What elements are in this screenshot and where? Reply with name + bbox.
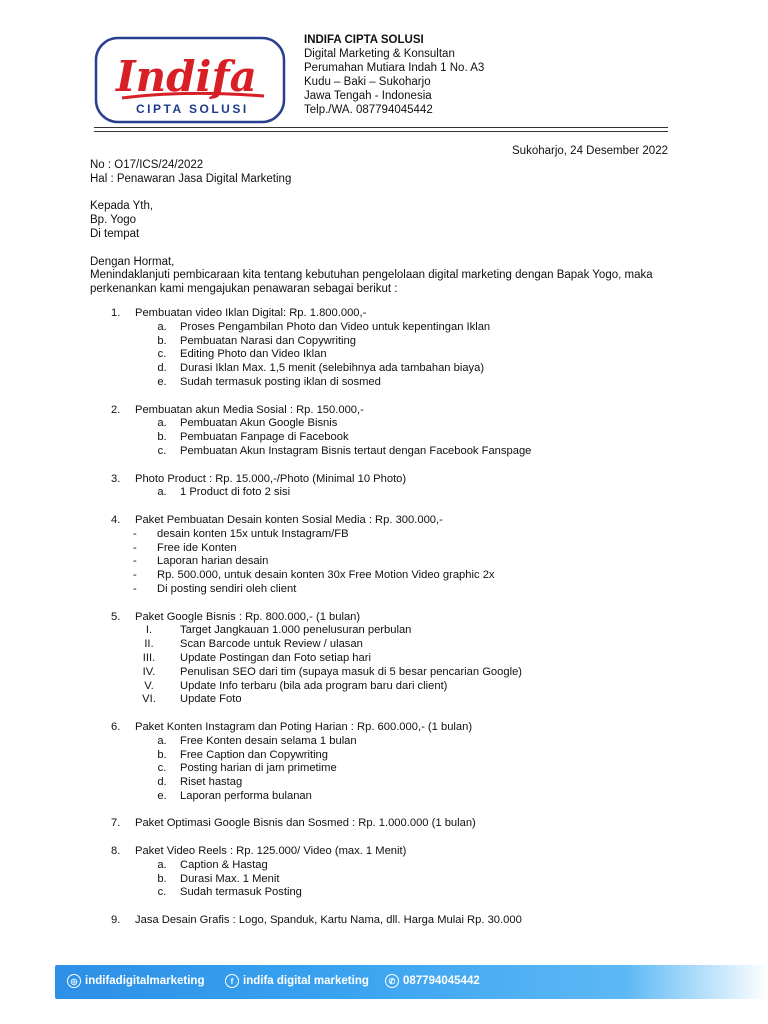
- offer-sub-item: [0, 542, 768, 556]
- offer-item-title-text: Paket Google Bisnis : Rp. 800.000,- (1 bulan): [135, 610, 361, 623]
- offer-sub-item: [0, 680, 768, 694]
- facebook-icon: f: [225, 974, 239, 988]
- offer-item: [0, 473, 768, 501]
- offer-sub-item: [0, 569, 768, 583]
- sub-item-marker: b.: [157, 872, 167, 885]
- sub-item-marker: a.: [157, 417, 167, 430]
- company-info: [304, 33, 484, 117]
- offer-item-title-text: Jasa Desain Grafis : Logo, Spanduk, Kartu Nama, dll. Harga Mulai Rp. 30.000: [135, 914, 522, 927]
- offer-item-title: [0, 514, 768, 528]
- recipient-line: Kepada Yth,: [90, 200, 154, 212]
- company-name: INDIFA CIPTA SOLUSI: [304, 34, 424, 46]
- reference-block: [90, 158, 291, 186]
- offer-sub-item: [0, 666, 768, 680]
- offer-item-title-text: Paket Konten Instagram dan Poting Harian : Rp. 600.000,- (1 bulan): [135, 720, 473, 733]
- footer-whatsapp: [385, 974, 480, 988]
- offer-item-number: 2.: [111, 403, 121, 416]
- offer-sub-item: [0, 762, 768, 776]
- offer-sub-item: [0, 693, 768, 707]
- offer-item-title-text: Pembuatan akun Media Sosial : Rp. 150.000,-: [135, 403, 364, 416]
- offer-sub-item: [0, 624, 768, 638]
- sub-item-text: desain konten 15x untuk Instagram/FB: [157, 527, 349, 540]
- sub-item-text: Scan Barcode untuk Review / ulasan: [180, 638, 363, 651]
- sub-item-text: Pembuatan Akun Google Bisnis: [180, 417, 338, 430]
- sub-item-marker: c.: [157, 348, 167, 361]
- sub-item-text: Free Konten desain selama 1 bulan: [180, 734, 357, 747]
- sub-item-text: Free Caption dan Copywriting: [180, 748, 328, 761]
- sub-item-text: Durasi Iklan Max. 1,5 menit (selebihnya ada tambahan biaya): [180, 362, 485, 375]
- sub-item-marker: IV.: [142, 665, 156, 678]
- offer-item: [0, 404, 768, 459]
- offer-item-title-text: Paket Pembuatan Desain konten Sosial Media : Rp. 300.000,-: [135, 513, 443, 526]
- offer-item-title: [0, 611, 768, 625]
- offer-item-title: [0, 721, 768, 735]
- footer-banner: [55, 965, 768, 999]
- offer-sub-item: [0, 859, 768, 873]
- offer-sub-item: [0, 735, 768, 749]
- offer-item-number: 1.: [111, 307, 121, 319]
- sub-item-marker: e.: [157, 375, 167, 388]
- svg-text:CIPTA SOLUSI: CIPTA SOLUSI: [136, 102, 249, 116]
- ref-subject: Hal : Penawaran Jasa Digital Marketing: [90, 173, 292, 185]
- offer-item-title: [0, 817, 768, 831]
- offer-item-number: 7.: [111, 817, 121, 830]
- instagram-handle: indifadigitalmarketing: [85, 975, 205, 987]
- sub-item-text: Durasi Max. 1 Menit: [180, 872, 280, 885]
- offer-sub-item: [0, 776, 768, 790]
- offer-item: [0, 611, 768, 708]
- sub-item-text: Pembuatan Narasi dan Copywriting: [180, 334, 356, 347]
- sub-item-text: Editing Photo dan Video Iklan: [180, 348, 327, 361]
- sub-item-text: Pembuatan Akun Instagram Bisnis tertaut dengan Facebook Fanspage: [180, 444, 532, 457]
- sub-item-text: Update Info terbaru (bila ada program baru dari client): [180, 679, 448, 692]
- offer-item: [0, 817, 768, 831]
- sub-item-marker: VI.: [142, 693, 156, 706]
- offer-sub-item: [0, 335, 768, 349]
- offer-sub-item: [0, 321, 768, 335]
- sub-item-text: Penulisan SEO dari tim (supaya masuk di 5 besar pencarian Google): [180, 665, 523, 678]
- sub-item-marker: III.: [142, 651, 156, 664]
- offer-item-title: [0, 845, 768, 859]
- sub-item-marker: a.: [157, 734, 167, 747]
- offer-sub-item: [0, 376, 768, 390]
- offer-item: [0, 514, 768, 597]
- offer-sub-item: [0, 486, 768, 500]
- svg-text:Indifa: Indifa: [116, 52, 257, 101]
- sub-item-text: Update Foto: [180, 693, 242, 706]
- ref-number: No : O17/ICS/24/2022: [90, 159, 204, 171]
- offer-sub-item: [0, 790, 768, 804]
- offer-item-title-text: Paket Video Reels : Rp. 125.000/ Video (max. 1 Menit): [135, 845, 407, 858]
- offer-item-title: [0, 914, 768, 928]
- sub-item-text: Proses Pengambilan Photo dan Video untuk kepentingan Iklan: [180, 320, 491, 333]
- offer-item-title-text: Paket Optimasi Google Bisnis dan Sosmed : Rp. 1.000.000 (1 bulan): [135, 817, 476, 830]
- company-line: Digital Marketing & Konsultan: [304, 48, 455, 60]
- sub-item-text: Update Postingan dan Foto setiap hari: [180, 651, 371, 664]
- sub-item-text: 1 Product di foto 2 sisi: [180, 486, 291, 499]
- sub-item-marker: c.: [157, 444, 167, 457]
- sub-item-marker: -: [133, 582, 137, 595]
- offer-item: [0, 307, 768, 390]
- sub-item-marker: I.: [145, 624, 153, 637]
- footer-facebook: [225, 974, 369, 988]
- offer-sub-item: [0, 362, 768, 376]
- offer-sub-item: [0, 749, 768, 763]
- letter-date: Sukoharjo, 24 Desember 2022: [512, 145, 668, 157]
- header-divider-thin: [94, 131, 668, 132]
- offer-item-number: 5.: [111, 610, 121, 623]
- sub-item-text: Posting harian di jam primetime: [180, 762, 337, 775]
- greeting: Dengan Hormat,: [90, 256, 175, 268]
- offer-item: [0, 845, 768, 900]
- whatsapp-icon: ✆: [385, 974, 399, 988]
- company-line: Telp./WA. 087794045442: [304, 104, 433, 116]
- sub-item-marker: b.: [157, 748, 167, 761]
- sub-item-text: Di posting sendiri oleh client: [157, 582, 297, 595]
- offer-item: [0, 914, 768, 928]
- offer-item-number: 4.: [111, 513, 121, 526]
- sub-item-marker: -: [133, 569, 137, 582]
- sub-item-marker: e.: [157, 789, 167, 802]
- offer-sub-item: [0, 417, 768, 431]
- company-logo: [94, 36, 286, 124]
- offer-sub-item: [0, 528, 768, 542]
- offer-item-number: 6.: [111, 720, 121, 733]
- sub-item-marker: b.: [157, 431, 167, 444]
- intro-paragraph: Menindaklanjuti pembicaraan kita tentang kebutuhan pengelolaan digital marketing dengan Bapak Yogo, maka perkenankan kami mengajukan penawaran sebagai berikut :: [90, 269, 653, 295]
- sub-item-marker: d.: [157, 362, 167, 375]
- sub-item-text: Pembuatan Fanpage di Facebook: [180, 431, 349, 444]
- sub-item-text: Target Jangkauan 1.000 penelusuran perbulan: [180, 624, 412, 637]
- footer-instagram: [67, 974, 205, 988]
- offer-list: [0, 307, 768, 942]
- offer-sub-item: [0, 348, 768, 362]
- offer-sub-item: [0, 638, 768, 652]
- header-divider: [94, 127, 668, 128]
- sub-item-text: Caption & Hastag: [180, 858, 268, 871]
- sub-item-text: Laporan harian desain: [157, 555, 269, 568]
- sub-item-marker: c.: [157, 886, 167, 899]
- sub-item-marker: -: [133, 541, 137, 554]
- offer-sub-item: [0, 652, 768, 666]
- instagram-icon: ◎: [67, 974, 81, 988]
- offer-sub-item: [0, 445, 768, 459]
- company-line: Perumahan Mutiara Indah 1 No. A3: [304, 62, 485, 74]
- sub-item-marker: V.: [144, 679, 154, 692]
- sub-item-marker: -: [133, 555, 137, 568]
- sub-item-marker: -: [133, 527, 137, 540]
- sub-item-marker: d.: [157, 776, 167, 789]
- whatsapp-number: 087794045442: [403, 975, 480, 987]
- company-line: Jawa Tengah - Indonesia: [304, 90, 432, 102]
- offer-sub-item: [0, 431, 768, 445]
- offer-item-title-text: Photo Product : Rp. 15.000,-/Photo (Minimal 10 Photo): [135, 472, 407, 485]
- offer-sub-item: [0, 886, 768, 900]
- recipient-name: Bp. Yogo: [90, 214, 137, 226]
- offer-item-number: 3.: [111, 472, 121, 485]
- facebook-handle: indifa digital marketing: [243, 975, 369, 987]
- sub-item-marker: II.: [144, 638, 154, 651]
- sub-item-text: Riset hastag: [180, 776, 243, 789]
- sub-item-marker: a.: [157, 320, 167, 333]
- sub-item-marker: a.: [157, 858, 167, 871]
- recipient-block: [90, 199, 153, 241]
- offer-item-title-text: Pembuatan video Iklan Digital: Rp. 1.800.000,-: [135, 307, 367, 319]
- offer-sub-item: [0, 555, 768, 569]
- sub-item-text: Rp. 500.000, untuk desain konten 30x Free Motion Video graphic 2x: [157, 569, 495, 582]
- sub-item-marker: a.: [157, 486, 167, 499]
- sub-item-marker: b.: [157, 334, 167, 347]
- sub-item-marker: c.: [157, 762, 167, 775]
- offer-item-number: 9.: [111, 914, 121, 927]
- offer-item-title: [0, 307, 768, 321]
- offer-item-title: [0, 473, 768, 487]
- sub-item-text: Free ide Konten: [157, 541, 237, 554]
- sub-item-text: Sudah termasuk Posting: [180, 886, 302, 899]
- offer-item-number: 8.: [111, 845, 121, 858]
- recipient-line: Di tempat: [90, 228, 140, 240]
- offer-item-title: [0, 404, 768, 418]
- offer-sub-item: [0, 873, 768, 887]
- sub-item-text: Laporan performa bulanan: [180, 789, 312, 802]
- sub-item-text: Sudah termasuk posting iklan di sosmed: [180, 375, 381, 388]
- company-line: Kudu – Baki – Sukoharjo: [304, 76, 431, 88]
- offer-item: [0, 721, 768, 804]
- offer-sub-item: [0, 583, 768, 597]
